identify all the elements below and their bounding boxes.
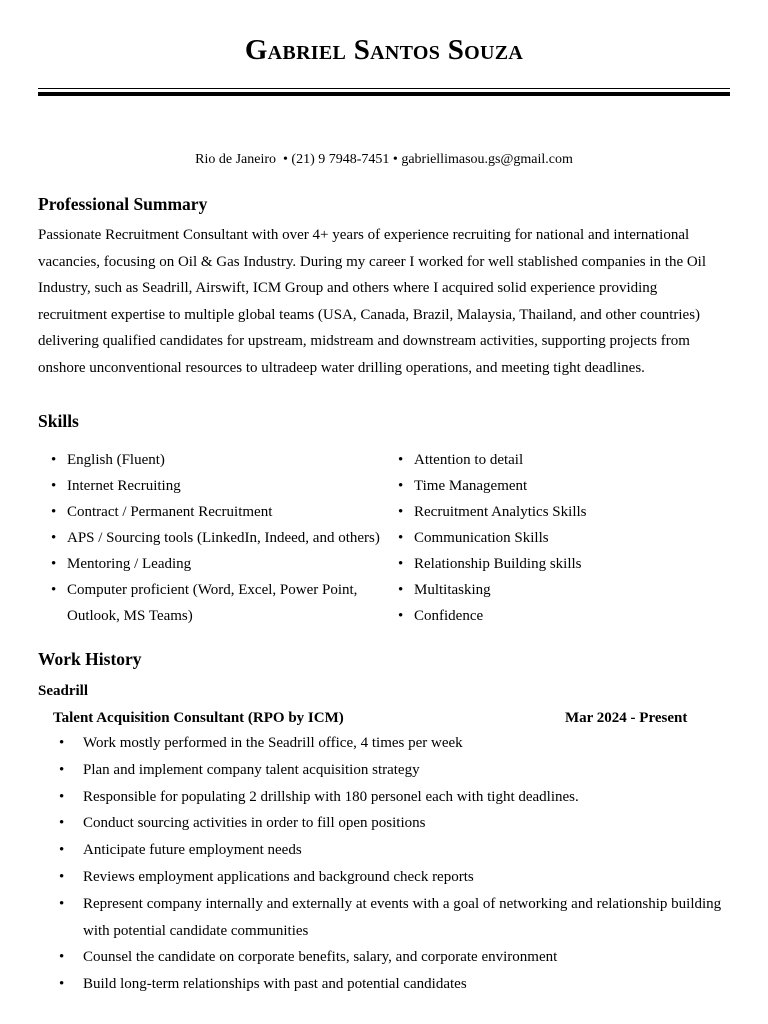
duty-text: Conduct sourcing activities in order to fill open positions <box>83 815 426 832</box>
bullet-icon: • <box>59 815 65 832</box>
duty-text: Plan and implement company talent acquisition strategy <box>83 761 420 778</box>
company-name: Seadrill <box>38 683 89 699</box>
skill-item <box>38 577 384 629</box>
skill-item <box>385 525 730 551</box>
bullet-icon: • <box>398 608 404 624</box>
section-title-work-history: Work History <box>38 649 142 669</box>
contact-line: Rio de Janeiro • (21) 9 7948-7451 • gabriellimasou.gs@gmail.com <box>195 152 573 167</box>
job-title: Talent Acquisition Consultant (RPO by ICM) <box>53 710 344 726</box>
skill-item <box>38 499 384 525</box>
skills-list-left <box>38 447 384 629</box>
skill-label: Time Management <box>414 478 528 494</box>
duty-item <box>38 971 730 998</box>
job-dates: Mar 2024 - Present <box>565 710 688 726</box>
skill-label: Computer proficient (Word, Excel, Power Point, Outlook, MS Teams) <box>67 582 358 624</box>
skill-item <box>385 499 730 525</box>
duty-item <box>38 730 730 757</box>
skill-label: Communication Skills <box>414 530 549 546</box>
duty-text: Work mostly performed in the Seadrill office, 4 times per week <box>83 735 463 751</box>
bullet-icon: • <box>51 504 57 520</box>
bullet-icon: • <box>59 976 65 993</box>
skill-item <box>385 577 730 603</box>
bullet-icon: • <box>51 556 57 572</box>
bullet-icon: • <box>398 530 404 546</box>
bullet-icon: • <box>59 949 65 966</box>
bullet-icon: • <box>398 582 404 598</box>
skill-label: Recruitment Analytics Skills <box>414 504 587 520</box>
skills-list-right <box>385 447 730 629</box>
duty-text: Represent company internally and externally at events with a goal of networking and relationship building with potential candidate communities <box>83 895 722 939</box>
duty-item <box>38 757 730 784</box>
summary-text: Passionate Recruitment Consultant with over 4+ years of experience recruiting for national and international vacancies, focusing on Oil & Gas Industry. During my career I worked for well stablished companies in the Oil Industry, such as Seadrill, Airswift, ICM Group and others where I acquired solid experience providing recruitment expertise to multiple global teams (USA, Canada, Brazil, Malaysia, Thailand, and other countries) delivering qualified candidates for upstream, midstream and downstream activities, supporting projects from onshore unconventional resources to ultradeep water drilling operations, and meeting tight deadlines. <box>38 227 707 376</box>
skill-label: Relationship Building skills <box>414 556 582 572</box>
skill-label: Internet Recruiting <box>67 478 181 494</box>
duty-item <box>38 891 730 945</box>
duty-item <box>38 944 730 971</box>
duty-text: Counsel the candidate on corporate benefits, salary, and corporate environment <box>83 949 558 966</box>
bullet-icon: • <box>398 452 404 468</box>
duty-text: Anticipate future employment needs <box>83 842 302 859</box>
section-title-skills: Skills <box>38 411 79 431</box>
duty-item <box>38 864 730 891</box>
skill-label: English (Fluent) <box>67 452 165 468</box>
bullet-icon: • <box>59 868 65 885</box>
duty-text: Reviews employment applications and background check reports <box>83 868 474 885</box>
bullet-icon: • <box>51 530 57 546</box>
bullet-icon: • <box>59 788 65 805</box>
bullet-icon: • <box>51 582 57 598</box>
skill-item <box>385 473 730 499</box>
skill-label: APS / Sourcing tools (LinkedIn, Indeed, and others) <box>67 530 380 546</box>
skill-item <box>38 551 384 577</box>
bullet-icon: • <box>51 478 57 494</box>
skill-item <box>385 447 730 473</box>
bullet-icon: • <box>398 504 404 520</box>
skill-label: Attention to detail <box>414 452 524 468</box>
bullet-icon: • <box>51 452 57 468</box>
duty-item <box>38 784 730 811</box>
bullet-icon: • <box>59 895 65 912</box>
bullet-icon: • <box>398 478 404 494</box>
skill-item <box>38 447 384 473</box>
skill-label: Confidence <box>414 608 484 624</box>
header-divider-thin <box>38 88 730 89</box>
bullet-icon: • <box>59 735 65 751</box>
skill-label: Contract / Permanent Recruitment <box>67 504 273 520</box>
header-divider-thick <box>38 92 730 96</box>
bullet-icon: • <box>398 556 404 572</box>
skill-item <box>385 603 730 629</box>
duty-item <box>38 837 730 864</box>
skill-item <box>38 525 384 551</box>
section-title-summary: Professional Summary <box>38 194 208 214</box>
bullet-icon: • <box>59 842 65 859</box>
skill-item <box>38 473 384 499</box>
duty-text: Build long-term relationships with past and potential candidates <box>83 976 467 993</box>
candidate-name: Gabriel Santos Souza <box>244 34 524 66</box>
bullet-icon: • <box>59 761 65 778</box>
skill-item <box>385 551 730 577</box>
job-duties-list <box>38 730 730 998</box>
skill-label: Multitasking <box>414 582 491 598</box>
duty-text: Responsible for populating 2 drillship with 180 personel each with tight deadlines. <box>83 788 579 805</box>
skill-label: Mentoring / Leading <box>67 556 192 572</box>
duty-item <box>38 810 730 837</box>
